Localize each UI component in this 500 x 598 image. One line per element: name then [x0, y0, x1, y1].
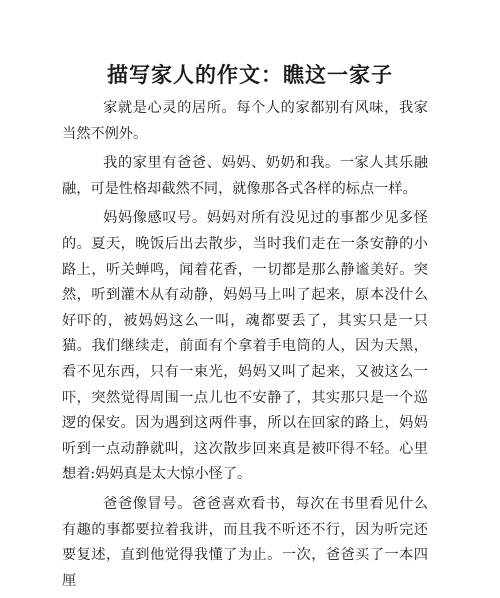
paragraph: 爸爸像冒号。爸爸喜欢看书，每次在书里看见什么有趣的事都要拉着我讲，而且我不听还不行，因为听完还要复述，直到他觉得我懂了为止。一次，爸爸买了一本四厘 — [62, 495, 428, 589]
paragraph: 家就是心灵的居所。每个人的家都别有风味，我家当然不例外。 — [62, 100, 428, 142]
page-title: 描写家人的作文：瞧这一家子 — [107, 62, 393, 87]
paragraph: 妈妈像感叹号。妈妈对所有没见过的事都少见多怪的。夏天，晚饭后出去散步，当时我们走在一条安静的小路上，听关蝉鸣，闻着花香，一切都是那么静谧美好。突然，听到灌木从有动静，妈妈马上叫了起来，原本没什么好吓的，被妈妈这么一叫，魂都要丢了，其实只是一只猫。我们继续走，前面有个拿着手电筒的人，因为天黑，看不见东西，只有一束光，妈妈又叫了起来，又被这么一吓，突然觉得周围一点儿也不安静了，其实那只是一个巡逻的保安。因为遇到这两件事，所以在回家的路上，妈妈听到一点动静就叫，这次散步回来真是被吓得不轻。心里想着:妈妈真是太大惊小怪了。 — [62, 210, 428, 483]
article-body — [62, 96, 428, 598]
paragraph: 我的家里有爸爸、妈妈、奶奶和我。一家人其乐融融，可是性格却截然不同，就像那各式各样的标点一样。 — [62, 155, 428, 197]
